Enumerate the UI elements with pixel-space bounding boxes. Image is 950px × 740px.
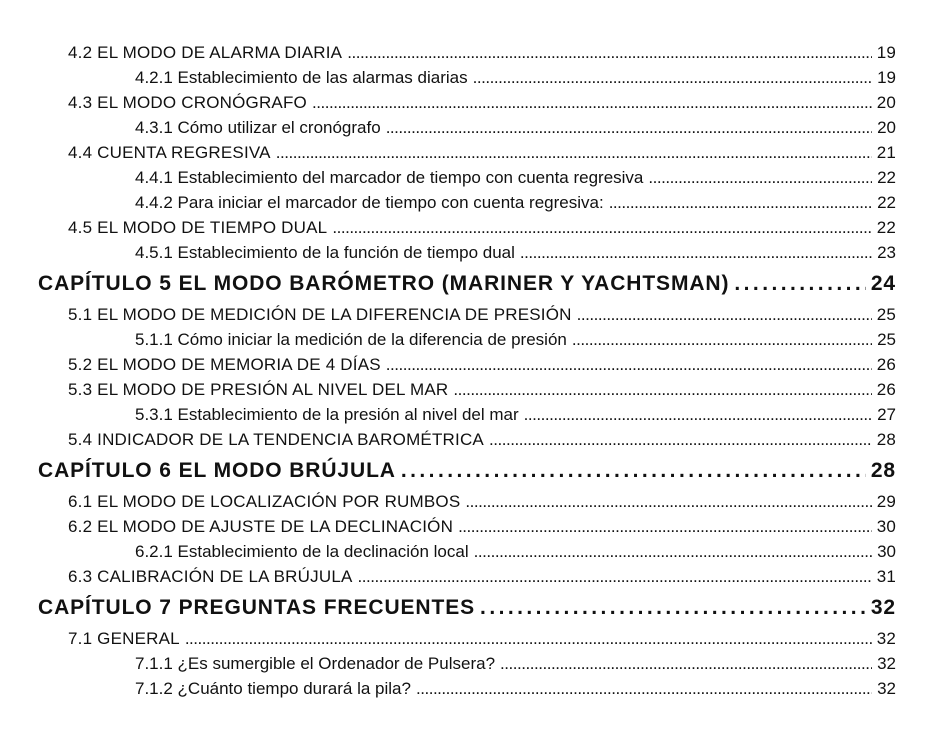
toc-entry-title: 5.1.1 Cómo iniciar la medición de la diferencia de presión [135,330,567,349]
toc-entry-page: 26 [876,355,896,374]
toc-entry-5-2 [38,352,896,377]
dot-leader [480,589,866,626]
toc-entry-title: 7.1.1 ¿Es sumergible el Ordenador de Pulsera? [135,654,496,673]
toc-chapter-title: CAPÍTULO 7 PREGUNTAS FRECUENTES [38,596,476,619]
dot-leader [489,427,872,452]
toc-entry-page: 29 [876,492,896,511]
toc-entry-page: 25 [877,330,896,349]
dot-leader [185,626,872,651]
toc-entry-7-1 [38,626,896,651]
toc-entry-4-2-1 [38,65,896,90]
toc-entry-6-1 [38,489,896,514]
toc-entry-4-5 [38,215,896,240]
toc-entry-page: 21 [876,143,896,162]
dot-leader [416,676,872,701]
toc-chapter-title: CAPÍTULO 6 EL MODO BRÚJULA [38,459,396,482]
dot-leader [577,302,872,327]
toc-entry-title: 4.4.1 Establecimiento del marcador de tiempo con cuenta regresiva [135,168,644,187]
dot-leader [332,215,871,240]
toc-entry-page: 27 [877,405,896,424]
toc-entry-page: 19 [876,43,896,62]
toc-entry-title: 5.2 EL MODO DE MEMORIA DE 4 DÍAS [68,355,381,374]
toc-entry-title: 4.5.1 Establecimiento de la función de tiempo dual [135,243,515,262]
toc-entry-page: 30 [877,542,896,561]
toc-entry-page: 28 [876,430,896,449]
toc-chapter-5 [38,265,896,302]
toc-entry-page: 22 [877,168,896,187]
toc-entry-title: 4.2.1 Establecimiento de las alarmas diarias [135,68,468,87]
toc-chapter-page: 24 [870,272,896,295]
toc-entry-6-2 [38,514,896,539]
toc-entry-title: 4.5 EL MODO DE TIEMPO DUAL [68,218,328,237]
toc-entry-title: 4.2 EL MODO DE ALARMA DIARIA [68,43,343,62]
toc-entry-page: 22 [877,193,896,212]
toc-entry-4-5-1 [38,240,896,265]
dot-leader [572,327,872,352]
toc-entry-title: 5.3 EL MODO DE PRESIÓN AL NIVEL DEL MAR [68,380,449,399]
toc-entry-4-3 [38,90,896,115]
dot-leader [524,402,872,427]
toc-entry-title: 7.1 GENERAL [68,629,180,648]
toc-entry-page: 32 [876,629,896,648]
toc-entry-7-1-1 [38,651,896,676]
dot-leader [453,377,871,402]
toc-entry-page: 32 [877,679,896,698]
toc-entry-4-3-1 [38,115,896,140]
toc-entry-5-1-1 [38,327,896,352]
toc-entry-title: 6.1 EL MODO DE LOCALIZACIÓN POR RUMBOS [68,492,461,511]
toc-entry-title: 4.4.2 Para iniciar el marcador de tiempo con cuenta regresiva: [135,193,604,212]
toc-entry-page: 23 [877,243,896,262]
toc-entry-title: 6.3 CALIBRACIÓN DE LA BRÚJULA [68,567,353,586]
dot-leader [465,489,871,514]
dot-leader [358,564,872,589]
toc-entry-5-4 [38,427,896,452]
toc-entry-page: 19 [877,68,896,87]
dot-leader [609,190,872,215]
dot-leader [734,265,865,302]
dot-leader [500,651,872,676]
toc-chapter-page: 32 [870,596,896,619]
toc-entry-title: 7.1.2 ¿Cuánto tiempo durará la pila? [135,679,411,698]
dot-leader [520,240,872,265]
toc-entry-page: 31 [876,567,896,586]
dot-leader [458,514,872,539]
toc-entry-title: 5.1 EL MODO DE MEDICIÓN DE LA DIFERENCIA DE PRESIÓN [68,305,572,324]
toc-entry-5-3-1 [38,402,896,427]
dot-leader [386,115,872,140]
dot-leader [401,452,866,489]
dot-leader [347,40,871,65]
toc-entry-page: 20 [876,93,896,112]
toc-entry-4-4-2 [38,190,896,215]
toc-entry-4-4 [38,140,896,165]
toc-entry-page: 32 [877,654,896,673]
toc-entry-page: 22 [876,218,896,237]
toc-entry-7-1-2 [38,676,896,701]
dot-leader [276,140,872,165]
toc-entry-6-2-1 [38,539,896,564]
toc-chapter-title: CAPÍTULO 5 EL MODO BARÓMETRO (MARINER Y YACHTSMAN) [38,272,730,295]
toc-entry-title: 4.4 CUENTA REGRESIVA [68,143,271,162]
dot-leader [473,65,872,90]
toc-entry-title: 4.3 EL MODO CRONÓGRAFO [68,93,307,112]
dot-leader [474,539,872,564]
toc-entry-page: 30 [876,517,896,536]
table-of-contents [38,40,896,701]
toc-entry-title: 5.4 INDICADOR DE LA TENDENCIA BAROMÉTRICA [68,430,484,449]
toc-entry-title: 6.2 EL MODO DE AJUSTE DE LA DECLINACIÓN [68,517,454,536]
toc-entry-5-1 [38,302,896,327]
toc-entry-page: 25 [876,305,896,324]
toc-entry-title: 4.3.1 Cómo utilizar el cronógrafo [135,118,381,137]
toc-entry-4-4-1 [38,165,896,190]
dot-leader [648,165,872,190]
toc-chapter-page: 28 [870,459,896,482]
toc-entry-5-3 [38,377,896,402]
toc-entry-page: 26 [876,380,896,399]
toc-entry-page: 20 [877,118,896,137]
toc-entry-title: 5.3.1 Establecimiento de la presión al nivel del mar [135,405,519,424]
toc-chapter-7 [38,589,896,626]
dot-leader [386,352,872,377]
toc-chapter-6 [38,452,896,489]
toc-entry-6-3 [38,564,896,589]
toc-entry-4-2 [38,40,896,65]
toc-entry-title: 6.2.1 Establecimiento de la declinación local [135,542,469,561]
dot-leader [312,90,872,115]
